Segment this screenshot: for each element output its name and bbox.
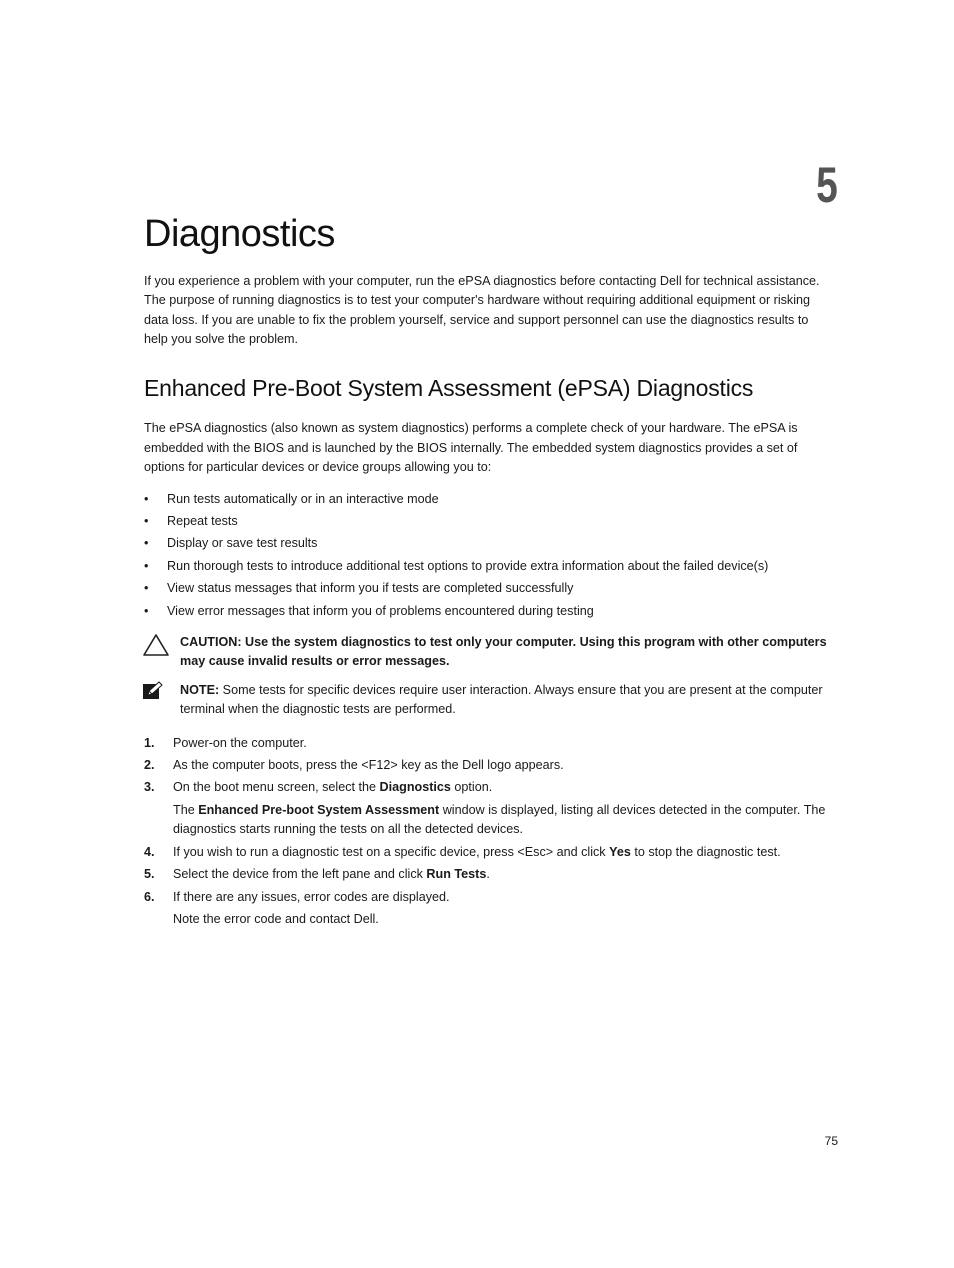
note-box xyxy=(144,681,834,720)
section-heading: Enhanced Pre-Boot System Assessment (ePSA) Diagnostics xyxy=(144,374,754,401)
step-number: 3. xyxy=(144,780,155,795)
step-text: As the computer boots, press the <F12> key as the Dell logo appears. xyxy=(173,758,564,773)
chapter-title: Diagnostics xyxy=(144,213,335,255)
step-item xyxy=(144,734,834,753)
step-item xyxy=(144,865,834,884)
bullet-icon: • xyxy=(144,514,149,528)
step-item xyxy=(144,888,834,930)
step-item xyxy=(144,843,834,862)
list-item: • View error messages that inform you of problems encountered during testing xyxy=(144,602,834,621)
note-label: NOTE: xyxy=(180,682,220,697)
procedure-steps xyxy=(144,734,834,930)
bullet-icon: • xyxy=(144,558,149,573)
step-number: 1. xyxy=(144,735,155,750)
list-item: • Display or save test results xyxy=(144,534,834,553)
page-content xyxy=(144,272,834,932)
step-subtext: Note the error code and contact Dell. xyxy=(173,911,379,926)
caution-triangle-icon xyxy=(142,633,170,663)
step-text: On the boot menu screen, select the Diagnostics option. xyxy=(173,780,493,795)
step-item xyxy=(144,756,834,775)
chapter-number: 5 xyxy=(816,157,838,213)
note-pencil-icon xyxy=(142,681,164,707)
ui-term-epsa-window: Enhanced Pre-boot System Assessment xyxy=(198,802,440,817)
list-item: • Repeat tests xyxy=(144,512,834,531)
step-number: 2. xyxy=(144,758,155,773)
list-item: • Run thorough tests to introduce additional test options to provide extra information about the failed device(s) xyxy=(144,557,834,576)
caution-text: CAUTION: Use the system diagnostics to test only your computer. Using this program with other computers may cause invalid results or error messages. xyxy=(180,635,827,669)
note-body: Some tests for specific devices require user interaction. Always ensure that you are present at the computer terminal when the diagnostic tests are performed. xyxy=(180,682,823,717)
list-item: • Run tests automatically or in an interactive mode xyxy=(144,490,834,509)
page-number: 75 xyxy=(824,1134,838,1148)
bullet-icon: • xyxy=(144,581,149,596)
caution-box xyxy=(144,633,834,672)
bullet-icon: • xyxy=(144,603,149,618)
intro-paragraph: If you experience a problem with your computer, run the ePSA diagnostics before contacting Dell for technical assistance. The purpose of running diagnostics is to test your computer's hardware without requiring additional equipment or risking data loss. If you are unable to fix the problem yourself, service and support personnel can use the diagnostics results to help you solve the problem. xyxy=(144,274,820,347)
step-number: 4. xyxy=(144,844,155,859)
list-item: • View status messages that inform you if tests are completed successfully xyxy=(144,579,834,598)
ui-term-yes: Yes xyxy=(609,844,631,859)
step-text: Select the device from the left pane and click Run Tests. xyxy=(173,867,490,882)
ui-term-diagnostics: Diagnostics xyxy=(379,780,451,795)
ui-term-run-tests: Run Tests xyxy=(426,867,487,882)
step-item xyxy=(144,778,834,839)
bullet-icon: • xyxy=(144,491,149,506)
section-intro-paragraph: The ePSA diagnostics (also known as system diagnostics) performs a complete check of your hardware. The ePSA is embedded with the BIOS and is launched by the BIOS internally. The embedded system diagnostics provides a set of options for particular devices or device groups allowing you to: xyxy=(144,421,798,475)
feature-list xyxy=(144,490,834,621)
step-number: 5. xyxy=(144,867,155,882)
step-subtext: The Enhanced Pre-boot System Assessment window is displayed, listing all devices detected in the computer. The diagnostics starts running the tests on all the detected devices. xyxy=(173,802,826,837)
step-text: If you wish to run a diagnostic test on a specific device, press <Esc> and click Yes to stop the diagnostic test. xyxy=(173,844,781,859)
step-text: If there are any issues, error codes are displayed. xyxy=(173,889,450,904)
step-text: Power-on the computer. xyxy=(173,735,307,750)
bullet-icon: • xyxy=(144,536,149,551)
step-number: 6. xyxy=(144,889,155,904)
note-text xyxy=(180,681,834,720)
